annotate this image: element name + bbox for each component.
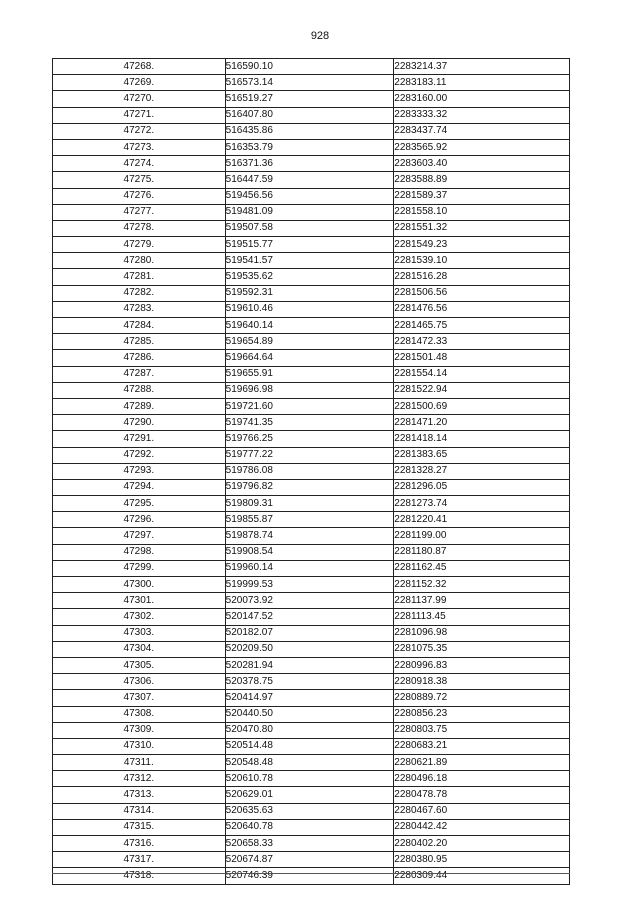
table-row <box>53 398 570 414</box>
y-coordinate-cell: 2281220.41 <box>394 512 570 528</box>
table-row <box>53 382 570 398</box>
x-coordinate-cell: 520147.52 <box>225 609 394 625</box>
x-coordinate-cell: 520635.63 <box>225 803 394 819</box>
x-coordinate-cell: 519456.56 <box>225 188 394 204</box>
point-number-cell: 47288. <box>53 382 226 398</box>
y-coordinate-cell: 2281539.10 <box>394 253 570 269</box>
table-row <box>53 836 570 852</box>
x-coordinate-cell: 519796.82 <box>225 479 394 495</box>
table-row <box>53 123 570 139</box>
y-coordinate-cell: 2281516.28 <box>394 269 570 285</box>
x-coordinate-cell: 520514.48 <box>225 738 394 754</box>
x-coordinate-cell: 516590.10 <box>225 59 394 75</box>
y-coordinate-cell: 2283160.00 <box>394 91 570 107</box>
x-coordinate-cell: 519878.74 <box>225 528 394 544</box>
y-coordinate-cell: 2281501.48 <box>394 350 570 366</box>
y-coordinate-cell: 2281383.65 <box>394 447 570 463</box>
coordinate-table <box>52 58 570 885</box>
point-number-cell: 47275. <box>53 172 226 188</box>
table-row <box>53 722 570 738</box>
table-row <box>53 625 570 641</box>
x-coordinate-cell: 519786.08 <box>225 463 394 479</box>
point-number-cell: 47280. <box>53 253 226 269</box>
table-row <box>53 107 570 123</box>
x-coordinate-cell: 519777.22 <box>225 447 394 463</box>
x-coordinate-cell: 520209.50 <box>225 641 394 657</box>
x-coordinate-cell: 519908.54 <box>225 544 394 560</box>
y-coordinate-cell: 2283437.74 <box>394 123 570 139</box>
y-coordinate-cell: 2280496.18 <box>394 771 570 787</box>
table-row <box>53 674 570 690</box>
point-number-cell: 47271. <box>53 107 226 123</box>
x-coordinate-cell: 519809.31 <box>225 496 394 512</box>
table-row <box>53 75 570 91</box>
x-coordinate-cell: 520629.01 <box>225 787 394 803</box>
x-coordinate-cell: 520658.33 <box>225 836 394 852</box>
table-row <box>53 868 570 884</box>
point-number-cell: 47277. <box>53 204 226 220</box>
x-coordinate-cell: 519741.35 <box>225 415 394 431</box>
x-coordinate-cell: 519640.14 <box>225 318 394 334</box>
table-row <box>53 188 570 204</box>
table-row <box>53 641 570 657</box>
point-number-cell: 47273. <box>53 139 226 155</box>
y-coordinate-cell: 2281471.20 <box>394 415 570 431</box>
table-row <box>53 301 570 317</box>
y-coordinate-cell: 2280402.20 <box>394 836 570 852</box>
table-row <box>53 544 570 560</box>
y-coordinate-cell: 2281476.56 <box>394 301 570 317</box>
point-number-cell: 47298. <box>53 544 226 560</box>
table-row <box>53 447 570 463</box>
y-coordinate-cell: 2280380.95 <box>394 852 570 868</box>
y-coordinate-cell: 2281328.27 <box>394 463 570 479</box>
x-coordinate-cell: 519515.77 <box>225 237 394 253</box>
table-row <box>53 350 570 366</box>
table-row <box>53 512 570 528</box>
x-coordinate-cell: 520640.78 <box>225 819 394 835</box>
y-coordinate-cell: 2281273.74 <box>394 496 570 512</box>
table-row <box>53 577 570 593</box>
x-coordinate-cell: 516407.80 <box>225 107 394 123</box>
point-number-cell: 47293. <box>53 463 226 479</box>
y-coordinate-cell: 2281296.05 <box>394 479 570 495</box>
point-number-cell: 47306. <box>53 674 226 690</box>
x-coordinate-cell: 519664.64 <box>225 350 394 366</box>
x-coordinate-cell: 519721.60 <box>225 398 394 414</box>
y-coordinate-cell: 2281472.33 <box>394 334 570 350</box>
y-coordinate-cell: 2283603.40 <box>394 156 570 172</box>
x-coordinate-cell: 520378.75 <box>225 674 394 690</box>
y-coordinate-cell: 2280996.83 <box>394 657 570 673</box>
point-number-cell: 47292. <box>53 447 226 463</box>
point-number-cell: 47279. <box>53 237 226 253</box>
y-coordinate-cell: 2281522.94 <box>394 382 570 398</box>
x-coordinate-cell: 519507.58 <box>225 220 394 236</box>
y-coordinate-cell: 2281075.35 <box>394 641 570 657</box>
point-number-cell: 47317. <box>53 852 226 868</box>
y-coordinate-cell: 2281152.32 <box>394 577 570 593</box>
table-row <box>53 609 570 625</box>
table-row <box>53 237 570 253</box>
point-number-cell: 47318. <box>53 868 226 884</box>
table-row <box>53 59 570 75</box>
point-number-cell: 47286. <box>53 350 226 366</box>
y-coordinate-cell: 2280621.89 <box>394 755 570 771</box>
point-number-cell: 47307. <box>53 690 226 706</box>
x-coordinate-cell: 516371.36 <box>225 156 394 172</box>
table-row <box>53 253 570 269</box>
x-coordinate-cell: 520073.92 <box>225 593 394 609</box>
point-number-cell: 47289. <box>53 398 226 414</box>
table-row <box>53 139 570 155</box>
point-number-cell: 47284. <box>53 318 226 334</box>
x-coordinate-cell: 519481.09 <box>225 204 394 220</box>
x-coordinate-cell: 520281.94 <box>225 657 394 673</box>
point-number-cell: 47296. <box>53 512 226 528</box>
y-coordinate-cell: 2281113.45 <box>394 609 570 625</box>
point-number-cell: 47270. <box>53 91 226 107</box>
table-row <box>53 204 570 220</box>
table-row <box>53 463 570 479</box>
point-number-cell: 47300. <box>53 577 226 593</box>
table-row <box>53 285 570 301</box>
y-coordinate-cell: 2280478.78 <box>394 787 570 803</box>
y-coordinate-cell: 2281162.45 <box>394 560 570 576</box>
x-coordinate-cell: 520414.97 <box>225 690 394 706</box>
y-coordinate-cell: 2280467.60 <box>394 803 570 819</box>
point-number-cell: 47294. <box>53 479 226 495</box>
point-number-cell: 47282. <box>53 285 226 301</box>
page-number: 928 <box>310 30 330 42</box>
table-row <box>53 334 570 350</box>
point-number-cell: 47315. <box>53 819 226 835</box>
point-number-cell: 47285. <box>53 334 226 350</box>
point-number-cell: 47311. <box>53 755 226 771</box>
table-row <box>53 269 570 285</box>
x-coordinate-cell: 519654.89 <box>225 334 394 350</box>
table-row <box>53 560 570 576</box>
table-row <box>53 528 570 544</box>
point-number-cell: 47312. <box>53 771 226 787</box>
x-coordinate-cell: 516447.59 <box>225 172 394 188</box>
point-number-cell: 47308. <box>53 706 226 722</box>
point-number-cell: 47316. <box>53 836 226 852</box>
coordinate-table-body <box>53 59 570 885</box>
point-number-cell: 47290. <box>53 415 226 431</box>
point-number-cell: 47313. <box>53 787 226 803</box>
point-number-cell: 47309. <box>53 722 226 738</box>
table-row <box>53 415 570 431</box>
point-number-cell: 47281. <box>53 269 226 285</box>
table-row <box>53 803 570 819</box>
y-coordinate-cell: 2280442.42 <box>394 819 570 835</box>
x-coordinate-cell: 520610.78 <box>225 771 394 787</box>
table-row <box>53 496 570 512</box>
y-coordinate-cell: 2283333.32 <box>394 107 570 123</box>
y-coordinate-cell: 2280856.23 <box>394 706 570 722</box>
point-number-cell: 47314. <box>53 803 226 819</box>
x-coordinate-cell: 519655.91 <box>225 366 394 382</box>
x-coordinate-cell: 520746.39 <box>225 868 394 884</box>
table-row <box>53 738 570 754</box>
point-number-cell: 47268. <box>53 59 226 75</box>
table-row <box>53 819 570 835</box>
table-row <box>53 593 570 609</box>
y-coordinate-cell: 2281589.37 <box>394 188 570 204</box>
y-coordinate-cell: 2281137.99 <box>394 593 570 609</box>
x-coordinate-cell: 516353.79 <box>225 139 394 155</box>
table-row <box>53 431 570 447</box>
y-coordinate-cell: 2281551.32 <box>394 220 570 236</box>
x-coordinate-cell: 520548.48 <box>225 755 394 771</box>
point-number-cell: 47305. <box>53 657 226 673</box>
y-coordinate-cell: 2281500.69 <box>394 398 570 414</box>
point-number-cell: 47278. <box>53 220 226 236</box>
point-number-cell: 47302. <box>53 609 226 625</box>
y-coordinate-cell: 2281096.98 <box>394 625 570 641</box>
x-coordinate-cell: 516435.86 <box>225 123 394 139</box>
y-coordinate-cell: 2280683.21 <box>394 738 570 754</box>
x-coordinate-cell: 519766.25 <box>225 431 394 447</box>
y-coordinate-cell: 2280889.72 <box>394 690 570 706</box>
y-coordinate-cell: 2280309.44 <box>394 868 570 884</box>
y-coordinate-cell: 2283588.89 <box>394 172 570 188</box>
x-coordinate-cell: 519592.31 <box>225 285 394 301</box>
table-row <box>53 318 570 334</box>
y-coordinate-cell: 2281549.23 <box>394 237 570 253</box>
y-coordinate-cell: 2280803.75 <box>394 722 570 738</box>
x-coordinate-cell: 519999.53 <box>225 577 394 593</box>
y-coordinate-cell: 2281199.00 <box>394 528 570 544</box>
point-number-cell: 47301. <box>53 593 226 609</box>
x-coordinate-cell: 519696.98 <box>225 382 394 398</box>
x-coordinate-cell: 516519.27 <box>225 91 394 107</box>
x-coordinate-cell: 519535.62 <box>225 269 394 285</box>
y-coordinate-cell: 2281506.56 <box>394 285 570 301</box>
table-row <box>53 366 570 382</box>
point-number-cell: 47303. <box>53 625 226 641</box>
table-row <box>53 220 570 236</box>
table-row <box>53 706 570 722</box>
y-coordinate-cell: 2283183.11 <box>394 75 570 91</box>
bottom-rule <box>52 873 570 874</box>
table-row <box>53 755 570 771</box>
x-coordinate-cell: 520470.80 <box>225 722 394 738</box>
x-coordinate-cell: 520674.87 <box>225 852 394 868</box>
table-row <box>53 852 570 868</box>
x-coordinate-cell: 519610.46 <box>225 301 394 317</box>
y-coordinate-cell: 2280918.38 <box>394 674 570 690</box>
x-coordinate-cell: 520182.07 <box>225 625 394 641</box>
table-row <box>53 690 570 706</box>
point-number-cell: 47274. <box>53 156 226 172</box>
table-row <box>53 156 570 172</box>
point-number-cell: 47304. <box>53 641 226 657</box>
point-number-cell: 47299. <box>53 560 226 576</box>
x-coordinate-cell: 520440.50 <box>225 706 394 722</box>
table-row <box>53 479 570 495</box>
point-number-cell: 47287. <box>53 366 226 382</box>
y-coordinate-cell: 2281465.75 <box>394 318 570 334</box>
point-number-cell: 47272. <box>53 123 226 139</box>
point-number-cell: 47295. <box>53 496 226 512</box>
table-row <box>53 657 570 673</box>
y-coordinate-cell: 2281554.14 <box>394 366 570 382</box>
y-coordinate-cell: 2283565.92 <box>394 139 570 155</box>
y-coordinate-cell: 2283214.37 <box>394 59 570 75</box>
table-row <box>53 172 570 188</box>
y-coordinate-cell: 2281418.14 <box>394 431 570 447</box>
point-number-cell: 47297. <box>53 528 226 544</box>
table-row <box>53 91 570 107</box>
table-row <box>53 787 570 803</box>
point-number-cell: 47276. <box>53 188 226 204</box>
x-coordinate-cell: 516573.14 <box>225 75 394 91</box>
y-coordinate-cell: 2281180.87 <box>394 544 570 560</box>
x-coordinate-cell: 519960.14 <box>225 560 394 576</box>
y-coordinate-cell: 2281558.10 <box>394 204 570 220</box>
x-coordinate-cell: 519855.87 <box>225 512 394 528</box>
table-row <box>53 771 570 787</box>
point-number-cell: 47291. <box>53 431 226 447</box>
point-number-cell: 47310. <box>53 738 226 754</box>
point-number-cell: 47269. <box>53 75 226 91</box>
x-coordinate-cell: 519541.57 <box>225 253 394 269</box>
point-number-cell: 47283. <box>53 301 226 317</box>
